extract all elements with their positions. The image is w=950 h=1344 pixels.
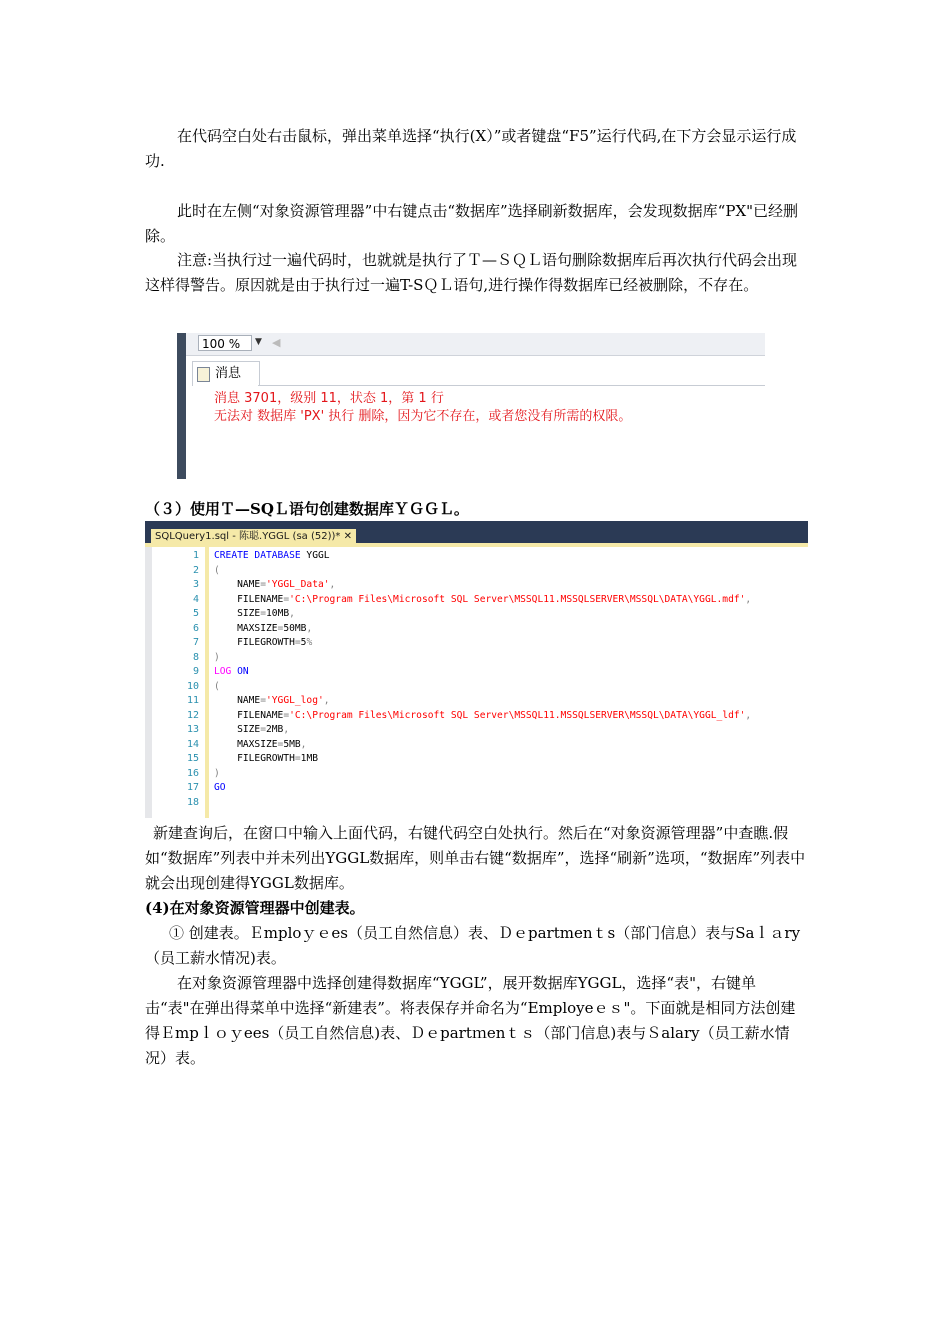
scroll-left-icon[interactable]: ◀ xyxy=(272,336,281,349)
code-line xyxy=(214,549,804,564)
paragraph-warning-note: 注意:当执行过一遍代码时，也就就是执行了Ｔ—ＳＱＬ语句删除数据库后再次执行代码会出现这样得警告。原因就是由于执行过一遍T-SＱＬ语句,进行操作得数据库已经被删除，不存在。 xyxy=(145,251,798,294)
tab-messages-label: 消息 xyxy=(215,366,242,381)
code-line xyxy=(214,796,804,811)
message-icon xyxy=(197,367,210,382)
line-number: 4 xyxy=(192,593,199,605)
line-number: 15 xyxy=(186,753,199,764)
line-number: 13 xyxy=(186,724,199,735)
code-line: ) xyxy=(214,767,220,779)
paragraph-save-table: 在对象资源管理器中选择创建得数据库“YGGL”，展开数据库YGGL，选择“表"，右键单击“表"在弹出得菜单中选择“新建表”。将表保存并命名为“Employeｅｓ"。下面就是相同方法创建得Ｅmpｌｏｙees（员工自然信息)表、Ｄｅpartｍenｔｓ（部门信息)表与Ｓalary（员工薪水情况）表。 xyxy=(145,974,796,1067)
code-area[interactable] xyxy=(214,549,804,810)
line-number: 1 xyxy=(192,550,199,561)
tab-messages[interactable] xyxy=(192,361,260,386)
code-line: ) xyxy=(214,651,220,663)
editor-left-margin xyxy=(145,547,152,818)
line-number: 5 xyxy=(192,608,199,619)
code-line: SIZE=10MB, xyxy=(214,608,295,619)
message-pane-screenshot xyxy=(177,333,765,479)
string-literal: 'YGGL_Data' xyxy=(266,579,330,590)
string-literal: 'C:\Program Files\Microsoft SQL Server\MSSQL11.MSSQLSERVER\MSSQL\DATA\YGGL_ldf' xyxy=(289,709,746,721)
error-line-1: 消息 3701，级别 11，状态 1，第 1 行 xyxy=(214,391,444,406)
code-line: SIZE=2MB, xyxy=(214,724,290,735)
string-literal: 'YGGL_log' xyxy=(266,695,324,706)
line-number: 16 xyxy=(186,767,199,779)
keyword: GO xyxy=(214,782,226,793)
chevron-down-icon[interactable]: ▼ xyxy=(255,337,262,347)
paragraph-create-tables: ① 创建表。Ｅmploｙｅes（员工自然信息）表、Ｄｅpartmenｔs（部门信息）表与Saｌａry（员工薪水情况)表。 xyxy=(145,924,801,967)
code-line: NAME='YGGL_log', xyxy=(214,695,330,706)
window-left-border xyxy=(177,333,186,479)
number: 2 xyxy=(266,724,272,735)
identifier: YGGL xyxy=(300,550,330,561)
sql-editor-screenshot xyxy=(145,521,808,818)
line-number: 3 xyxy=(192,579,199,590)
code-line: NAME='YGGL_Data', xyxy=(214,579,336,590)
error-line-2: 无法对 数据库 'PX' 执行 删除，因为它不存在，或者您没有所需的权限。 xyxy=(214,409,632,424)
code-line xyxy=(214,665,804,680)
line-number: 8 xyxy=(192,651,199,663)
code-line: FILEGROWTH=1MB xyxy=(214,753,318,764)
code-line xyxy=(214,781,804,796)
string-literal: 'C:\Program Files\Microsoft SQL Server\MSSQL11.MSSQLSERVER\MSSQL\DATA\YGGL.mdf' xyxy=(289,593,746,605)
paragraph-run-code: 在代码空白处右击鼠标，弹出菜单选择“执行(X）”或者键盘“F5”运行代码,在下方会显示运行成功. xyxy=(145,127,797,170)
section-heading-4: (4)在对象资源管理器中创建表。 xyxy=(145,899,365,917)
change-tracking-bar xyxy=(205,547,209,818)
line-number: 14 xyxy=(186,738,199,750)
keyword: ON xyxy=(237,666,249,677)
tab-sqlquery1[interactable]: SQLQuery1.sql - 陈聪.YGGL (sa (52))* ✕ xyxy=(151,529,356,545)
line-number: 9 xyxy=(192,666,199,677)
code-line: FILENAME='C:\Program Files\Microsoft SQL Server\MSSQL11.MSSQLSERVER\MSSQL\DATA\YGGL_ldf', xyxy=(214,709,752,721)
code-line: FILENAME='C:\Program Files\Microsoft SQL Server\MSSQL11.MSSQLSERVER\MSSQL\DATA\YGGL.mdf', xyxy=(214,593,752,605)
line-number: 18 xyxy=(186,796,199,808)
line-number: 11 xyxy=(186,695,199,706)
number: 5 xyxy=(300,637,307,648)
line-number: 7 xyxy=(192,637,199,648)
keyword: CREATE DATABASE xyxy=(214,550,301,561)
code-line: ( xyxy=(214,564,220,576)
section-heading-3: （３）使用Ｔ—SQＬ语句创建数据库ＹＧＧＬ。 xyxy=(145,500,469,518)
line-number: 17 xyxy=(186,782,199,793)
code-line: ( xyxy=(214,680,220,692)
number: 1 xyxy=(300,753,307,764)
line-number: 6 xyxy=(192,622,199,634)
code-line: MAXSIZE=5MB, xyxy=(214,738,307,750)
paragraph-new-query: 新建查询后，在窗口中输入上面代码，右键代码空白处执行。然后在“对象资源管理器”中查瞧.假如“数据库”列表中并未列出YGGL数据库，则单击右键“数据库”，选择“刷新”选项，“数据库”列表中就会出现创建得YGGL数据库。 xyxy=(145,824,806,892)
line-number: 12 xyxy=(186,709,199,721)
zoom-select[interactable]: 100 % xyxy=(198,335,252,351)
number: 50 xyxy=(283,622,295,634)
code-line: MAXSIZE=50MB, xyxy=(214,622,313,634)
tab-divider xyxy=(258,385,765,386)
line-numbers xyxy=(165,549,199,810)
line-number: 2 xyxy=(192,564,199,576)
number: 10 xyxy=(266,608,278,619)
code-line: FILEGROWTH=5% xyxy=(214,637,313,648)
line-number: 10 xyxy=(186,680,199,692)
zoom-toolbar xyxy=(186,333,765,356)
number: 5 xyxy=(283,738,290,750)
keyword: LOG xyxy=(214,666,232,677)
paragraph-refresh-db: 此时在左侧“对象资源管理器”中右键点击“数据库”选择刷新数据库，会发现数据库“PX"已经删除。 xyxy=(145,202,799,245)
